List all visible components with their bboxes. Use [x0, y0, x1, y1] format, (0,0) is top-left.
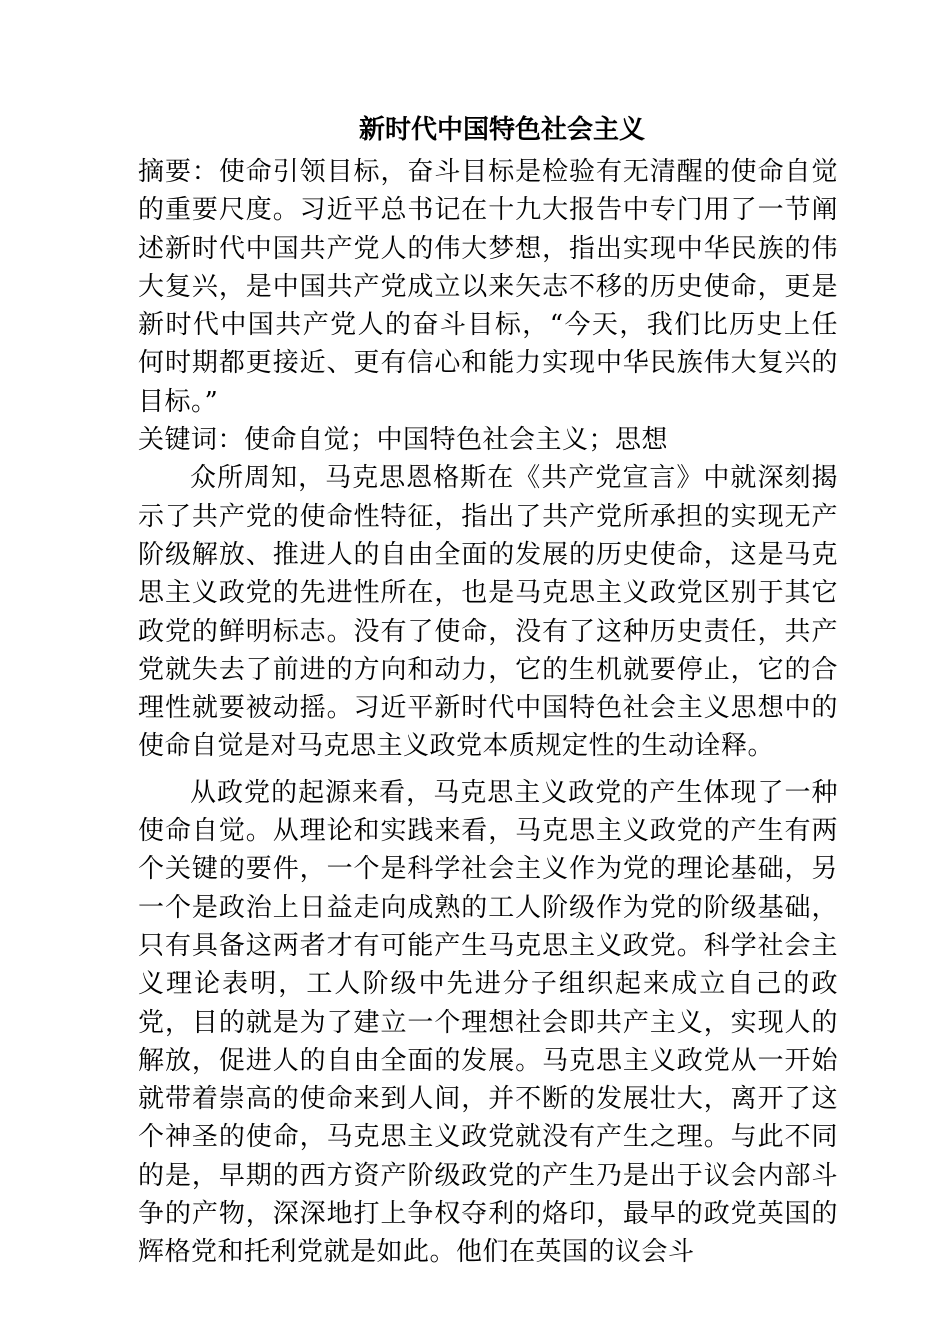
document-page: [138, 107, 838, 1272]
body-paragraph-2: 从政党的起源来看，马克思主义政党的产生体现了一种使命自觉。从理论和实践来看，马克思主义政党的产生有两个关键的要件，一个是科学社会主义作为党的理论基础，另一个是政治上日益走向成熟的工人阶级作为党的阶级基础，只有具备这两者才有可能产生马克思主义政党。科学社会主义理论表明，工人阶级中先进分子组织起来成立自己的政党，目的就是为了建立一个理想社会即共产主义，实现人的解放，促进人的自由全面的发展。马克思主义政党从一开始就带着崇高的使命来到人间，并不断的发展壮大，离开了这个神圣的使命，马克思主义政党就没有产生之理。与此不同的是，早期的西方资产阶级政党的产生乃是出于议会内部斗争的产物，深深地打上争权夺利的烙印，最早的政党英国的辉格党和托利党就是如此。他们在英国的议会斗: [138, 777, 838, 1268]
document-title: 新时代中国特色社会主义: [358, 115, 645, 145]
abstract-paragraph: 摘要：使命引领目标，奋斗目标是检验有无清醒的使命自觉的重要尺度。习近平总书记在十九大报告中专门用了一节阐述新时代中国共产党人的伟大梦想，指出实现中华民族的伟大复兴，是中国共产党成立以来矢志不移的历史使命，更是新时代中国共产党人的奋斗目标，“今天，我们比历史上任何时期都更接近、更有信心和能力实现中华民族伟大复兴的目标。”: [138, 157, 838, 417]
keywords-line: 关键词：使命自觉；中国特色社会主义；思想: [138, 425, 669, 456]
body-paragraph-1: 众所周知，马克思恩格斯在《共产党宣言》中就深刻揭示了共产党的使命性特征，指出了共产党所承担的实现无产阶级解放、推进人的自由全面的发展的历史使命，这是马克思主义政党的先进性所在，也是马克思主义政党区别于其它政党的鲜明标志。没有了使命，没有了这种历史责任，共产党就失去了前进的方向和动力，它的生机就要停止，它的合理性就要被动摇。习近平新时代中国特色社会主义思想中的使命自觉是对马克思主义政党本质规定性的生动诠释。: [138, 463, 838, 762]
